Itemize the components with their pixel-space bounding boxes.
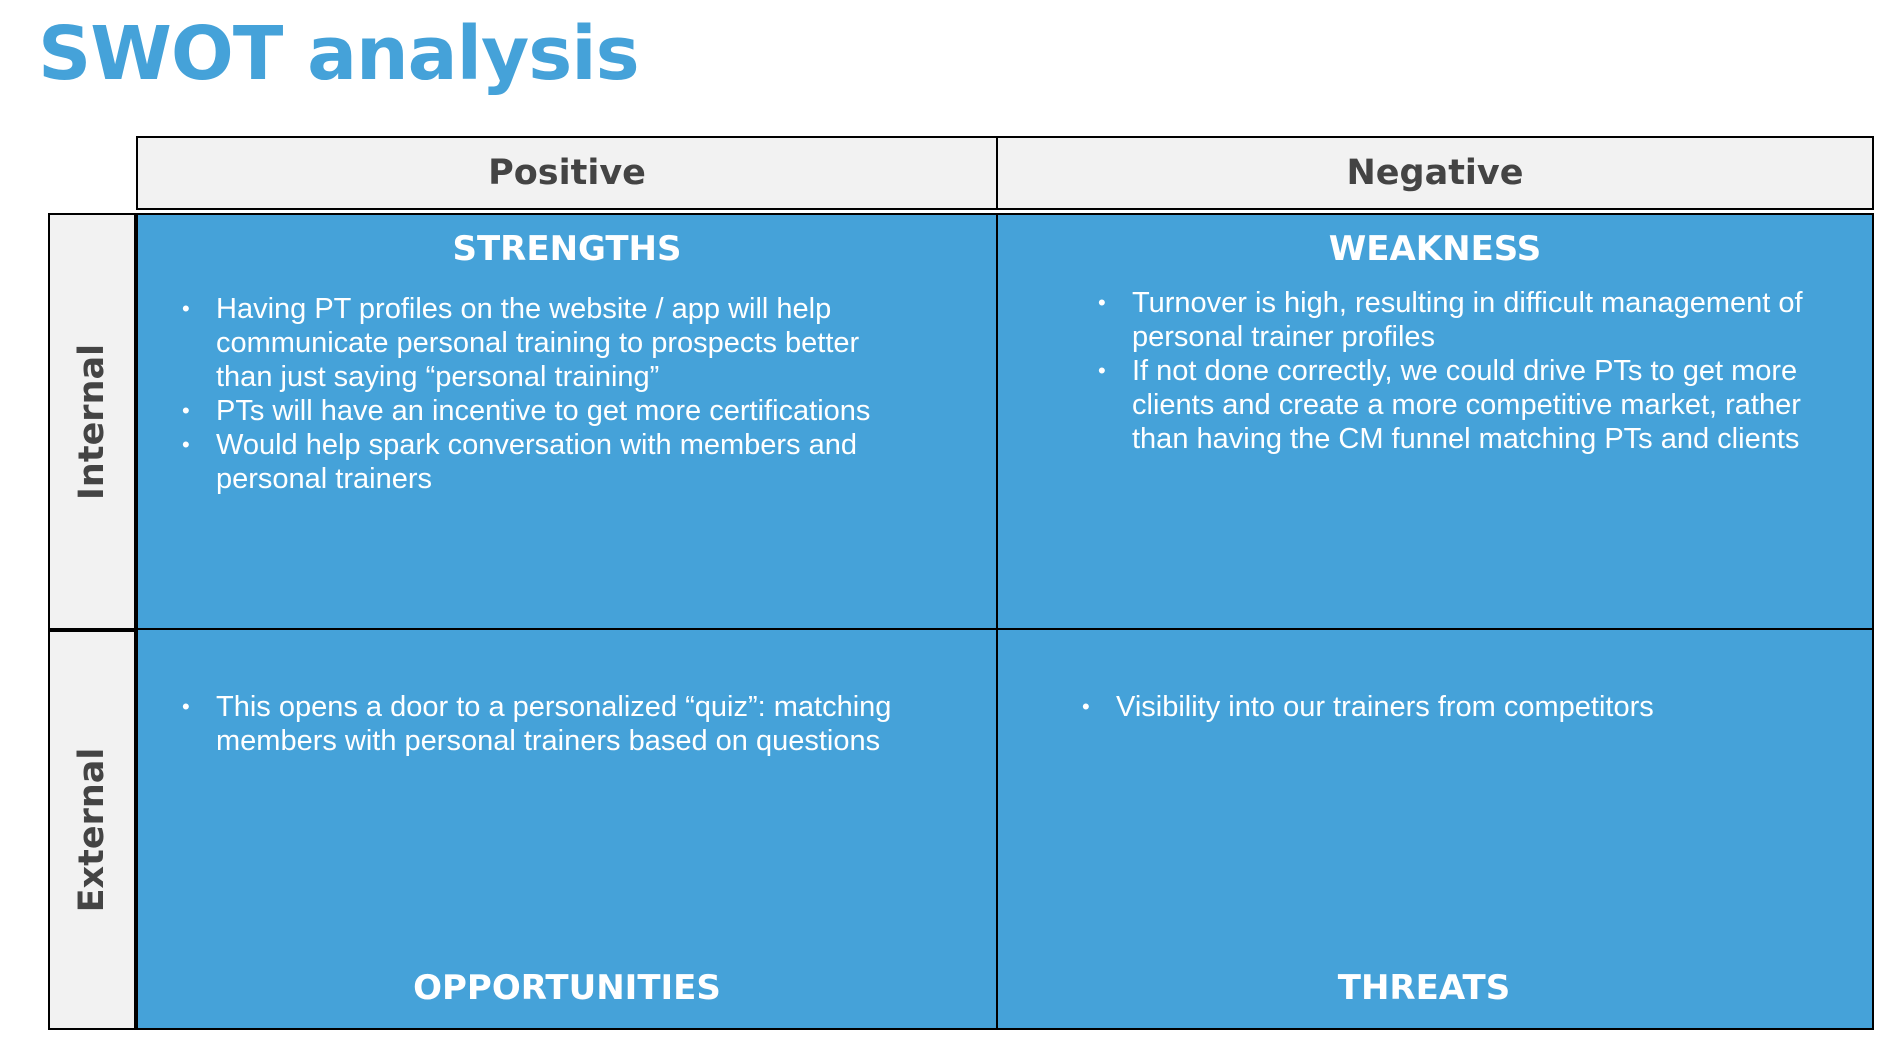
- bullet-list-strengths: [182, 292, 922, 496]
- list-item: [182, 292, 922, 394]
- row-header-external: [48, 630, 136, 1030]
- row-header-external-label: External: [72, 747, 112, 913]
- bullet-text: If not done correctly, we could drive PTs to get more clients and create a more competitive market, rather than having the CM funnel matching PTs and clients: [1132, 355, 1801, 455]
- list-item: [1082, 690, 1842, 724]
- bullet-list-threats: [1082, 690, 1842, 724]
- bullet-dot-icon: •: [1098, 290, 1106, 315]
- quadrant-title-weakness: WEAKNESS: [1328, 229, 1542, 269]
- column-header-positive-label: Positive: [488, 153, 646, 193]
- bullet-text: Visibility into our trainers from competitors: [1116, 691, 1654, 723]
- bullet-list-weakness: [1098, 286, 1848, 456]
- page-title: SWOT analysis: [38, 11, 639, 97]
- list-item: [182, 690, 922, 758]
- bullet-dot-icon: •: [182, 296, 190, 321]
- bullet-dot-icon: •: [182, 398, 190, 423]
- list-item: [182, 428, 922, 496]
- bullet-text: This opens a door to a personalized “quiz”: matching members with personal trainers based on questions: [216, 691, 892, 757]
- bullet-text: Would help spark conversation with members and personal trainers: [216, 429, 858, 495]
- quadrant-title-threats: THREATS: [1337, 968, 1511, 1008]
- quadrant-weakness: [996, 213, 1874, 630]
- bullet-dot-icon: •: [182, 432, 190, 457]
- bullet-text: PTs will have an incentive to get more certifications: [216, 395, 871, 427]
- quadrant-title-opportunities: OPPORTUNITIES: [413, 968, 721, 1008]
- bullet-dot-icon: •: [1098, 358, 1106, 383]
- bullet-list-opportunities: [182, 690, 922, 758]
- column-header-negative-label: Negative: [1346, 153, 1524, 193]
- list-item: [1098, 286, 1848, 354]
- column-header-negative: [996, 136, 1874, 210]
- column-header-positive: [136, 136, 998, 210]
- row-header-internal: [48, 213, 136, 630]
- bullet-text: Turnover is high, resulting in difficult management of personal trainer profiles: [1132, 287, 1803, 353]
- quadrant-threats: [996, 628, 1874, 1030]
- list-item: [1098, 354, 1848, 456]
- bullet-dot-icon: •: [182, 694, 190, 719]
- bullet-dot-icon: •: [1082, 694, 1090, 719]
- quadrant-title-strengths: STRENGTHS: [452, 229, 682, 269]
- list-item: [182, 394, 922, 428]
- row-header-internal-label: Internal: [72, 343, 112, 500]
- bullet-text: Having PT profiles on the website / app will help communicate personal training to prospects better than just saying “personal training”: [216, 293, 860, 393]
- quadrant-strengths: [136, 213, 998, 630]
- quadrant-opportunities: [136, 628, 998, 1030]
